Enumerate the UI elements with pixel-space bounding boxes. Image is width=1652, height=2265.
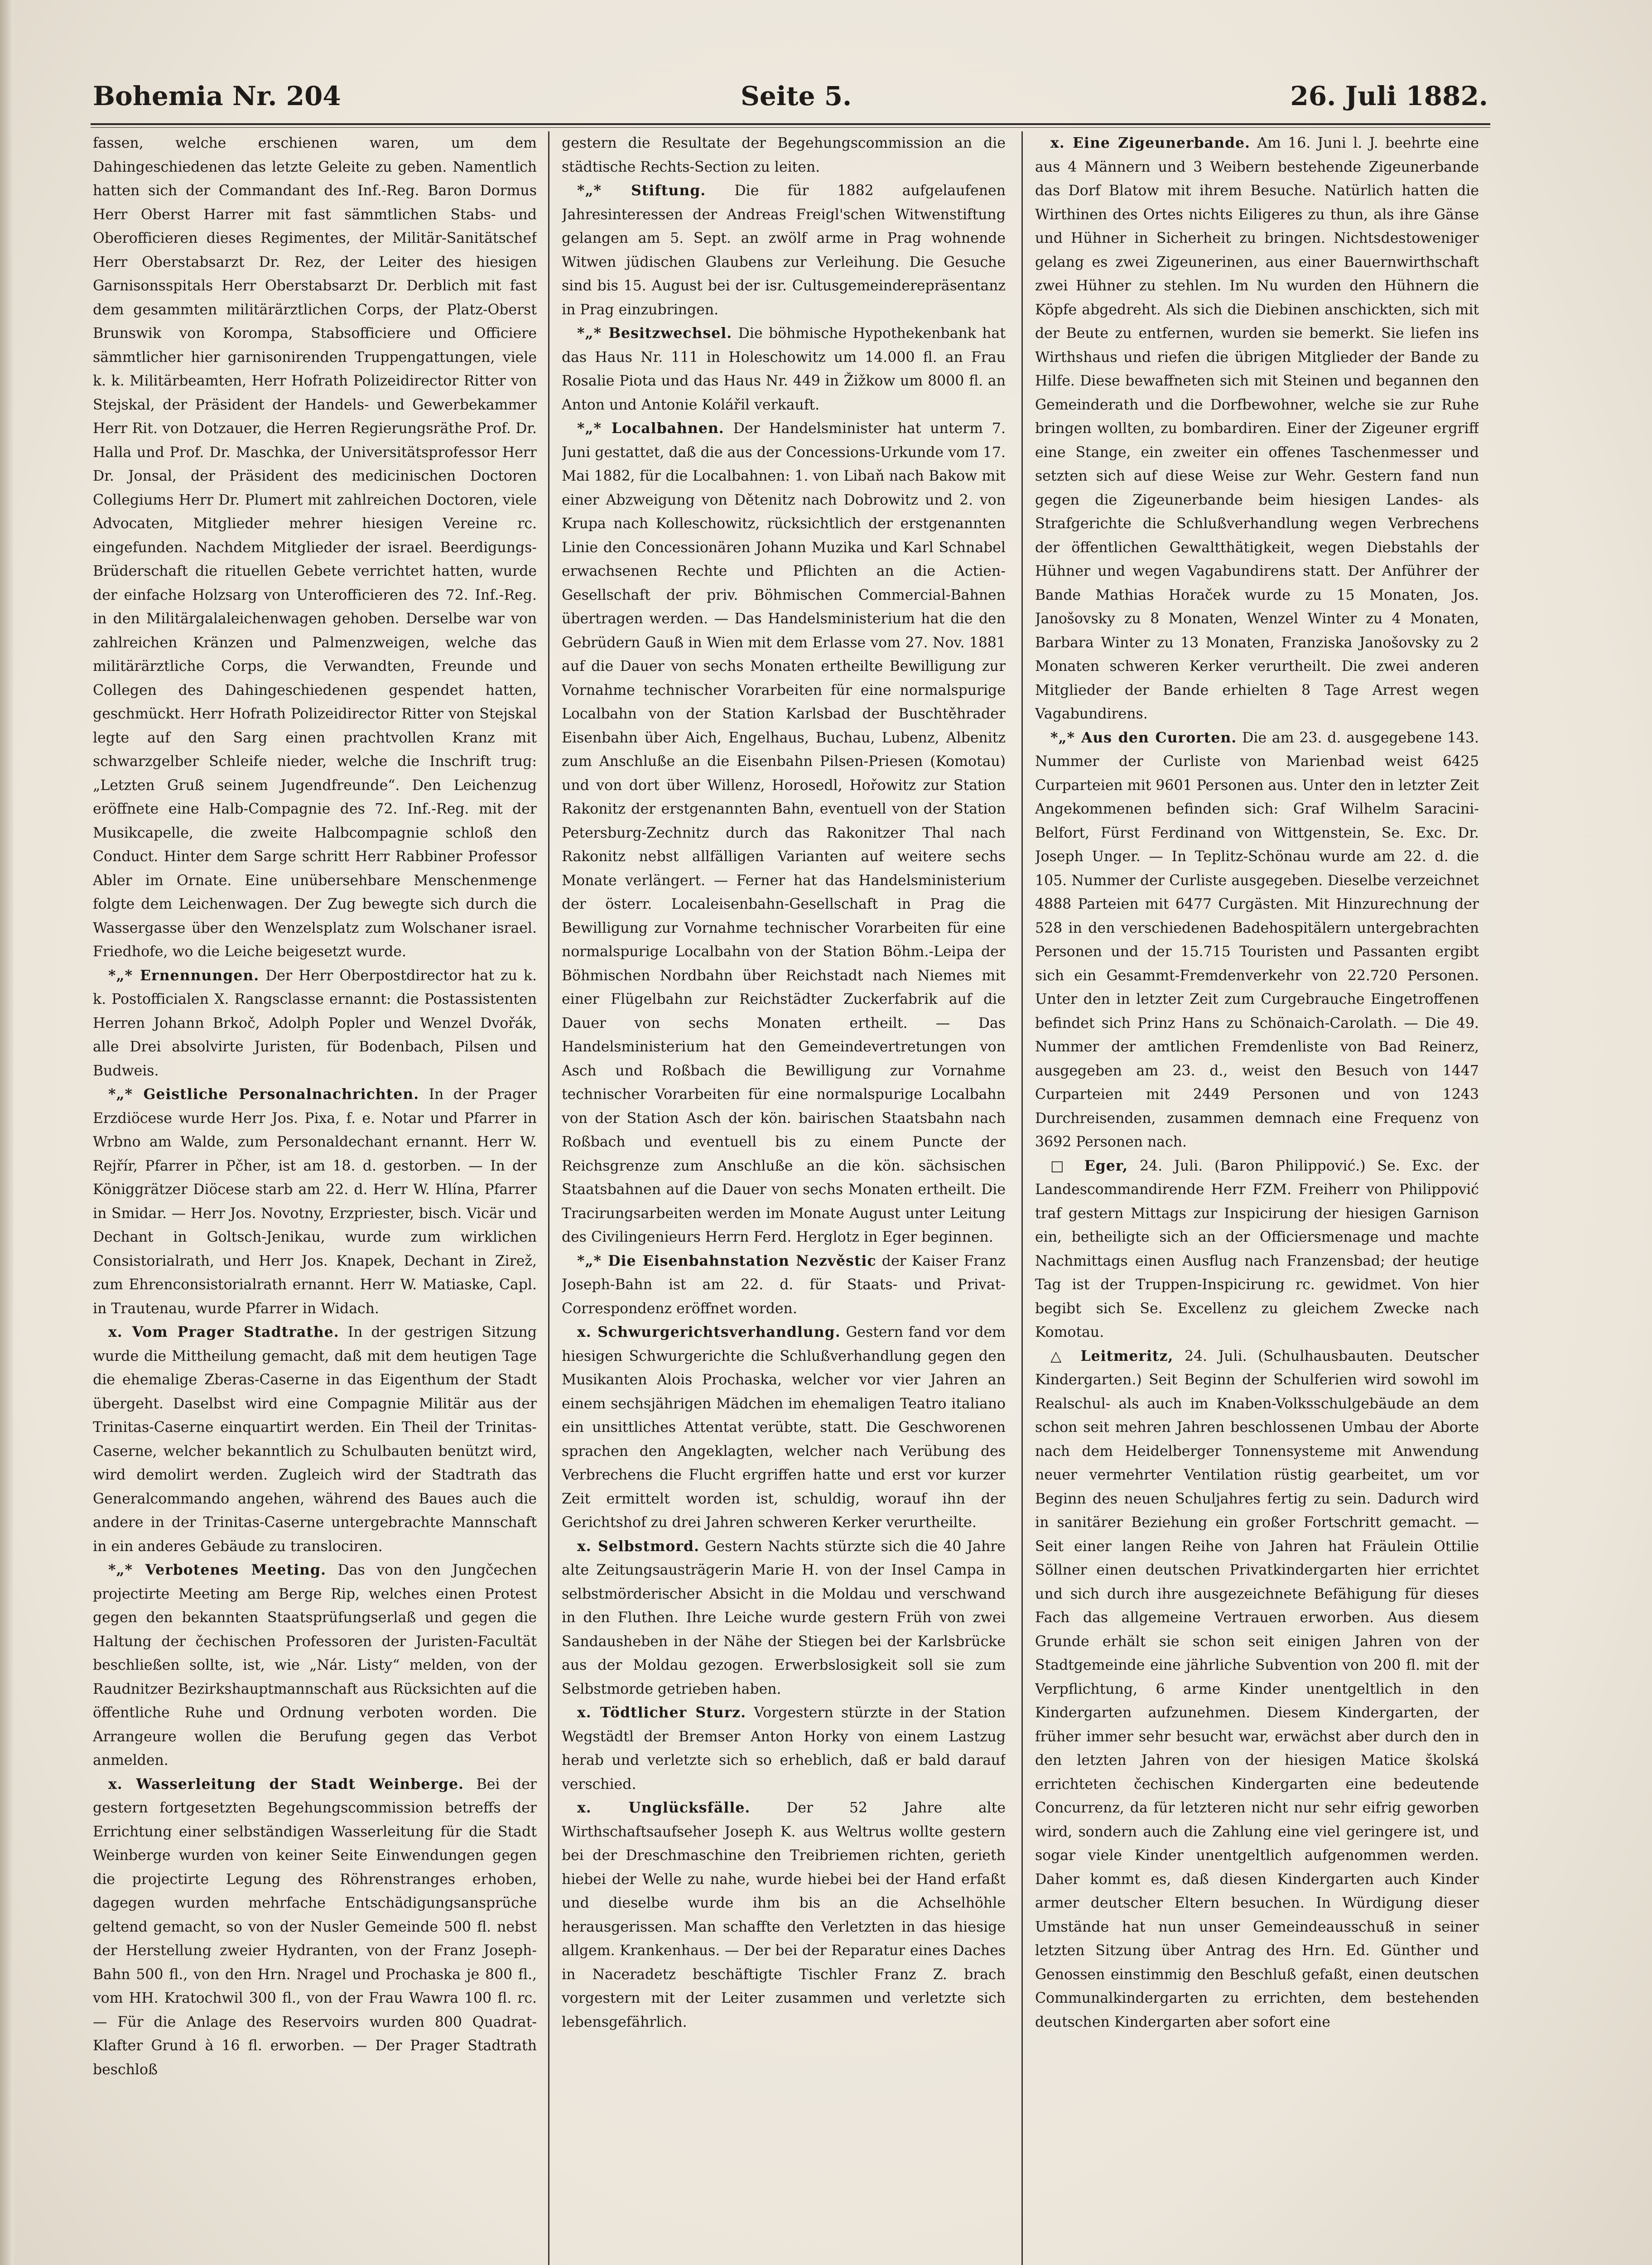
article-heading: x. Unglücksfälle. bbox=[577, 1799, 751, 1816]
article-body: Gestern fand vor dem hiesigen Schwurgerichte die Schlußverhandlung gegen den Musikanten Alois Prochaska, welcher vor vier Jahren an einem sechsjährigen Mädchen im ehemaligen Teatro italiano ein unsittliches Attentat verübte, statt. Die Geschworenen sprachen den Angeklagten, welcher nach Verübung des Verbrechens die Flucht ergriffen hatte und erst vor kurzer Zeit ermittelt worden ist, schuldig, worauf ihn der Gerichtshof zu drei Jahren schweren Kerker verurtheilte. bbox=[562, 1324, 1006, 1531]
page-header bbox=[93, 72, 1488, 118]
article-heading: x. Schwurgerichtsverhandlung. bbox=[577, 1324, 841, 1340]
article-paragraph bbox=[562, 179, 1006, 322]
article-paragraph bbox=[93, 1773, 537, 2082]
article-body: Der Herr Oberpostdirector hat zu k. k. Postofficialen X. Rangsclasse ernannt: die Postassistenten Herren Johann Brkoč, Adolph Popler und Wenzel Dvořák, alle Drei absolvirte Juristen, für Bodenbach, Pilsen und Budweis. bbox=[93, 967, 537, 1079]
column-divider bbox=[1021, 131, 1023, 2265]
article-paragraph bbox=[1035, 1345, 1479, 2034]
binding-shadow bbox=[0, 0, 14, 2265]
article-body: In der gestrigen Sitzung wurde die Mittheilung gemacht, daß mit dem heutigen Tage die ehemalige Zberas-Caserne in das Eigenthum der Stadt übergeht. Daselbst wird eine Compagnie Militär aus der Trinitas-Caserne einquartirt werden. Ein Theil der Trinitas-Caserne, welcher bekanntlich zu Schulbauten benützt wird, wird demolirt werden. Zugleich wird der Stadtrath das Generalcommando angehen, während des Baues auch die andere in der Trinitas-Caserne untergebrachte Mannschaft in ein anderes Gebäude zu translociren. bbox=[93, 1324, 537, 1555]
article-heading: x. Vom Prager Stadtrathe. bbox=[108, 1324, 339, 1340]
article-body: Der Handelsminister hat unterm 7. Juni gestattet, daß die aus der Concessions-Urkunde vom 17. Mai 1882, für die Localbahnen: 1. von Libaň nach Bakow mit einer Abzweigung von Dětenitz nach Dobrowitz und 2. von Krupa nach Kolleschowitz, rücksichtlich der erstgenannten Linie den Concessionären Johann Muzika und Karl Schnabel erwachsenen Rechte und Pflichten an die Actien-Gesellschaft der priv. Böhmischen Commercial-Bahnen übertragen werden. — Das Handelsministerium hat die den Gebrüdern Gauß in Wien mit dem Erlasse vom 27. Nov. 1881 auf die Dauer von sechs Monaten ertheilte Bewilligung zur Vornahme technischer Vorarbeiten für eine normalspurige Localbahn von der Station Karlsbad der Buschtěhrader Eisenbahn über Aich, Engelhaus, Buchau, Lubenz, Albenitz zum Anschluße an die Eisenbahn Pilsen-Priesen (Komotau) und von dort über Willenz, Horosedl, Hořowitz zur Station Rakonitz der erstgenannten Bahn, eventuell von der Station Petersburg-Zechnitz durch das Rakonitzer Thal nach Rakonitz nebst allfälligen Varianten auf weitere sechs Monate verlängert. — Ferner hat das Handelsministerium der österr. Localeisenbahn-Gesellschaft in Prag die Bewilligung zur Vornahme technischer Vorarbeiten für eine normalspurige Localbahn von der Station Böhm.-Leipa der Böhmischen Nordbahn über Reichstadt nach Niemes mit einer Flügelbahn zur Reichstädter Zuckerfabrik auf die Dauer von sechs Monaten ertheilt. — Das Handelsministerium hat den Gemeindevertretungen von Asch und Roßbach die Bewilligung zur Vornahme technischer Vorarbeiten für eine normalspurige Localbahn von der Station Asch der kön. bairischen Staatsbahn nach Roßbach und eventuell bis zu einem Puncte der Reichsgrenze zum Anschluße an die kön. sächsischen Staatsbahnen auf die Dauer von sechs Monaten ertheilt. Die Tracirungsarbeiten werden im Monate August unter Leitung des Civilingenieurs Herrn Ferd. Herglotz in Eger beginnen. bbox=[562, 420, 1006, 1245]
article-body: In der Prager Erzdiöcese wurde Herr Jos. Pixa, f. e. Notar und Pfarrer in Wrbno am Walde, zum Personaldechant ernannt. Herr W. Rejřír, Pfarrer in Pčher, ist am 18. d. gestorben. — In der Königgrätzer Diöcese starb am 22. d. Herr W. Hlína, Pfarrer in Smidar. — Herr Jos. Novotny, Erzpriester, bisch. Vicär und Dechant in Goltsch-Jenikau, wurde zum wirklichen Consistorialrath, und Herr Jos. Knapek, Dechant in Zirež, zum Ehrenconsistorialrath ernannt. Herr W. Matiaske, Capl. in Trautenau, wurde Pfarrer in Widach. bbox=[93, 1086, 537, 1317]
article-heading: x. Tödtlicher Sturz. bbox=[577, 1704, 747, 1721]
article-heading: □ Eger, bbox=[1050, 1157, 1128, 1174]
issue-date: 26. Juli 1882. bbox=[1290, 81, 1488, 111]
header-rule-thin bbox=[91, 127, 1490, 128]
article-body: Die für 1882 aufgelaufenen Jahresinteressen der Andreas Freigl'schen Witwenstiftung gelangen am 5. Sept. an zwölf arme in Prag wohnende Witwen jüdischen Glaubens zur Verleihung. Die Gesuche sind bis 15. August bei der isr. Cultusgemeinderepräsentanz in Prag einzubringen. bbox=[562, 183, 1006, 318]
article-body: Die böhmische Hypothekenbank hat das Haus Nr. 111 in Holeschowitz um 14.000 fl. an Frau Rosalie Piota und das Haus Nr. 449 in Žižkow um 8000 fl. an Anton und Antonie Kolářil verkauft. bbox=[562, 325, 1006, 413]
article-paragraph bbox=[93, 1558, 537, 1773]
article-paragraph bbox=[1035, 726, 1479, 1154]
article-heading: *„* Verbotenes Meeting. bbox=[108, 1561, 326, 1578]
article-paragraph bbox=[93, 1083, 537, 1320]
article-body: 24. Juli. (Schulhausbauten. Deutscher Kindergarten.) Seit Beginn der Schulferien wird sowohl im Realschul- als auch im Knaben-Volksschulgebäude an dem schon seit mehren Jahren beschlossenen Umbau der Aborte nach dem Heidelberger Tonnensysteme mit Anwendung neuer vermehrter Ventilation rüstig gearbeitet, um vor Beginn des neuen Schuljahres fertig zu sein. Dadurch wird in sanitärer Beziehung ein großer Fortschritt gemacht. — Seit einer langen Reihe von Jahren hat Fräulein Ottilie Söllner einen deutschen Privatkindergarten hier errichtet und sich durch ihre ausgezeichnete Befähigung für dieses Fach das allgemeine Vertrauen erworben. Aus diesem Grunde erhält sie schon seit einigen Jahren von der Stadtgemeinde eine jährliche Subvention von 200 fl. mit der Verpflichtung, 6 arme Kinder unentgeltlich in den Kindergarten aufzunehmen. Diesem Kindergarten, der früher immer sehr besucht war, erwächst aber durch den in den letzten Jahren von der hiesigen Matice školská errichteten čechischen Kindergarten eine bedeutende Concurrenz, da für letzteren nicht nur sehr eifrig geworben wird, sondern auch die Zahlung eine viel geringere ist, und sogar viele Kinder unentgeltlich aufgenommen werden. Daher kommt es, daß diesen Kindergarten auch Kinder armer deutscher Eltern besuchen. In Würdigung dieser Umstände hat nun unser Gemeindeausschuß in seiner letzten Sitzung über Antrag des Hrn. Ed. Günther und Genossen einstimmig den Beschluß gefaßt, einen deutschen Communalkindergarten zu errichten, dem bestehenden deutschen Kindergarten aber sofort eine bbox=[1035, 1348, 1479, 2030]
article-paragraph bbox=[562, 1796, 1006, 2034]
header-rule bbox=[91, 123, 1490, 125]
article-paragraph bbox=[93, 964, 537, 1083]
article-heading: *„* Aus den Curorten. bbox=[1050, 729, 1237, 746]
article-paragraph bbox=[562, 322, 1006, 417]
article-body: Am 16. Juni l. J. beehrte eine aus 4 Männern und 3 Weibern bestehende Zigeunerbande das Dorf Blatow mit ihrem Besuche. Natürlich hatten die Wirthinen des Ortes nichts Eiligeres zu thun, als ihre Gänse und Hühner in Sicherheit zu bringen. Nichtsdestoweniger gelang es zwei Zigeunerinen, aus einer Bauernwirthschaft zwei Hühner zu stehlen. Im Nu wurden den Hühnern die Köpfe abgedreht. Als sich die Diebinen anschickten, sich mit der Beute zu entfernen, wurden sie bemerkt. Sie liefen ins Wirthshaus und riefen die übrigen Mitglieder der Bande zu Hilfe. Diese bewaffneten sich mit Steinen und begannen den Gemeinderath und die Dorfbewohner, welche sie zur Ruhe bringen wollten, zu bombardiren. Einer der Zigeuner ergriff eine Stange, ein zweiter ein offenes Taschenmesser und setzten sich auf diese Weise zur Wehr. Gestern fand nun gegen die Zigeunerbande beim hiesigen Landes- als Strafgerichte die Schlußverhandlung wegen Verbrechens der öffentlichen Gewaltthätigkeit, wegen Diebstahls der Hühner und wegen Vagabundirens statt. Der Anführer der Bande Mathias Horaček wurde zu 15 Monaten, Jos. Janošovsky zu 8 Monaten, Wenzel Winter zu 4 Monaten, Barbara Winter zu 13 Monaten, Franziska Janošovsky zu 2 Monaten schweren Kerker verurtheilt. Die zwei anderen Mitglieder der Bande erhielten 8 Tage Arrest wegen Vagabundirens. bbox=[1035, 135, 1479, 722]
column-1 bbox=[93, 131, 537, 2265]
article-paragraph bbox=[562, 417, 1006, 1249]
article-body: Die am 23. d. ausgegebene 143. Nummer der Curliste von Marienbad weist 6425 Curparteien mit 9601 Personen aus. Unter den in letzter Zeit Angekommenen befinden sich: Graf Wilhelm Saracini-Belfort, Fürst Ferdinand von Wittgenstein, Se. Exc. Dr. Joseph Unger. — In Teplitz-Schönau wurde am 22. d. die 105. Nummer der Curliste ausgegeben. Dieselbe verzeichnet 4888 Parteien mit 6477 Curgästen. Mit Hinzurechnung der 528 in den verschiedenen Badehospitälern untergebrachten Personen und der 15.715 Touristen und Passanten ergibt sich ein Gesammt-Fremdenverkehr von 22.720 Personen. Unter den in letzter Zeit zum Curgebrauche Eingetroffenen befindet sich Prinz Hans zu Schönaich-Carolath. — Die 49. Nummer der amtlichen Fremdenliste von Bad Reinerz, ausgegeben am 23. d., weist den Besuch von 1447 Curparteien mit 2449 Personen und von 1243 Durchreisenden, zusammen demnach eine Frequenz von 3692 Personen nach. bbox=[1035, 729, 1479, 1150]
article-body: Vorgestern stürzte in der Station Wegstädtl der Bremser Anton Horky von einem Lastzug herab und verletzte sich so erheblich, daß er bald darauf verschied. bbox=[562, 1705, 1006, 1793]
article-body: Gestern Nachts stürzte sich die 40 Jahre alte Zeitungsausträgerin Marie H. von der Insel Campa in selbstmörderischer Absicht in die Moldau und verschwand in den Fluthen. Ihre Leiche wurde gestern Früh von zwei Sandausheben in der Nähe der Stiegen bei der Karlsbrücke aus der Moldau gezogen. Erwerbslosigkeit soll sie zum Selbstmorde getrieben haben. bbox=[562, 1538, 1006, 1697]
article-heading: *„* Localbahnen. bbox=[577, 420, 724, 437]
article-paragraph bbox=[1035, 131, 1479, 726]
article-body: gestern die Resultate der Begehungscommission an die städtische Rechts-Section zu leiten. bbox=[562, 135, 1006, 175]
article-paragraph bbox=[1035, 1154, 1479, 1345]
column-2 bbox=[562, 131, 1006, 2265]
article-heading: *„* Die Eisenbahnstation Nezvěstic bbox=[577, 1252, 877, 1269]
article-heading: x. Eine Zigeunerbande. bbox=[1050, 135, 1250, 151]
article-paragraph bbox=[93, 131, 537, 964]
article-heading: *„* Ernennungen. bbox=[108, 967, 260, 984]
article-heading: x. Selbstmord. bbox=[577, 1537, 699, 1555]
article-body: Bei der gestern fortgesetzten Begehungscommission betreffs der Errichtung einer selbständigen Wasserleitung für die Stadt Weinberge wurden von keiner Seite Einwendungen gegen die projectirte Legung des Röhrenstranges erhoben, dagegen wurden mehrfache Entschädigungsansprüche geltend gemacht, so von der Nusler Gemeinde 500 fl. nebst der Herstellung zweier Hydranten, von der Franz Joseph-Bahn 500 fl., von den Hrn. Nragel und Prochaska je 800 fl., vom HH. Kratochwil 300 fl., von der Frau Wawra 100 fl. rc. — Für die Anlage des Reservoirs wurden 800 Quadrat-Klafter Grund à 16 fl. erworben. — Der Prager Stadtrath beschloß bbox=[93, 1776, 537, 2078]
article-body: Das von den Jungčechen projectirte Meeting am Berge Rip, welches einen Protest gegen den bekannten Staatsprüfungserlaß und gegen die Haltung der čechischen Professoren der Juristen-Facultät beschließen sollte, ist, wie „Nár. Listy“ melden, von der Raudnitzer Bezirkshauptmannschaft aus Rücksichten auf die öffentliche Ruhe und Ordnung verboten worden. Die Arrangeure wollen die Berufung gegen das Verbot anmelden. bbox=[93, 1562, 537, 1769]
column-divider bbox=[548, 131, 549, 2265]
paper-title: Bohemia Nr. 204 bbox=[93, 81, 341, 111]
article-paragraph bbox=[562, 1320, 1006, 1535]
column-3 bbox=[1035, 131, 1479, 2265]
page-number: Seite 5. bbox=[741, 81, 852, 111]
article-heading: x. Wasserleitung der Stadt Weinberge. bbox=[108, 1775, 464, 1793]
article-heading: *„* Geistliche Personalnachrichten. bbox=[108, 1086, 419, 1103]
article-body: Der 52 Jahre alte Wirthschaftsaufseher Joseph K. aus Weltrus wollte gestern bei der Dreschmaschine den Treibriemen richten, gerieth hiebei der Welle zu nahe, wurde hiebei bei der Hand erfaßt und dieselbe wurde ihm bis an die Achselhöhle herausgerissen. Man schaffte den Verletzten in das hiesige allgem. Krankenhaus. — Der bei der Reparatur eines Daches in Naceradetz beschäftigte Tischler Franz Z. brach vorgestern mit der Leiter zusammen und verletzte sich lebensgefährlich. bbox=[562, 1800, 1006, 2030]
article-heading: △ Leitmeritz, bbox=[1050, 1347, 1174, 1364]
article-body: fassen, welche erschienen waren, um dem Dahingeschiedenen das letzte Geleite zu geben. Namentlich hatten sich der Commandant des Inf.-Reg. Baron Dormus Herr Oberst Harrer mit fast sämmtlichen Stabs- und Oberofficieren dieses Regimentes, der Militär-Sanitätschef Herr Oberstabsarzt Dr. Rez, der Leiter des hiesigen Garnisonsspitals Herr Oberstabsarzt Dr. Derblich mit fast dem gesammten militärärztlichen Corps, der Platz-Oberst Brunswik von Korompa, Stabsofficiere und Officiere sämmtlicher hier garnisonirenden Truppengattungen, viele k. k. Militärbeamten, Herr Hofrath Polizeidirector Ritter von Stejskal, der Präsident der Handels- und Gewerbekammer Herr Rit. von Dotzauer, die Herren Regierungsräthe Prof. Dr. Halla und Prof. Dr. Maschka, der Universitätsprofessor Herr Dr. Jonsal, der Präsident des medicinischen Doctoren Collegiums Herr Dr. Plumert mit zahlreichen Doctoren, viele Advocaten, Mitglieder mehrer hiesigen Vereine rc. eingefunden. Nachdem Mitglieder der israel. Beerdigungs-Brüderschaft die rituellen Gebete verrichtet hatten, wurde der einfache Holzsarg von Unterofficieren des 72. Inf.-Reg. in den Militärgalaleichenwagen gehoben. Derselbe war von zahlreichen Kränzen und Palmenzweigen, welche das militärärztliche Corps, die Verwandten, Freunde und Collegen des Dahingeschiedenen gespendet hatten, geschmückt. Herr Hofrath Polizeidirector Ritter von Stejskal legte auf den Sarg einen prachtvollen Kranz mit schwarzgelber Schleife nieder, welche die Inschrift trug: „Letzten Gruß seinem Jugendfreunde“. Den Leichenzug eröffnete eine Halb-Compagnie des 72. Inf.-Reg. mit der Musikcapelle, die zweite Halbcompagnie schloß den Conduct. Hinter dem Sarge schritt Herr Rabbiner Professor Abler im Ornate. Eine unübersehbare Menschenmenge folgte dem Leichenwagen. Der Zug bewegte sich durch die Wassergasse über den Wenzelsplatz zum Wolschaner israel. Friedhofe, wo die Leiche beigesetzt wurde. bbox=[93, 135, 537, 960]
article-heading: *„* Besitzwechsel. bbox=[577, 325, 732, 342]
article-paragraph bbox=[562, 1249, 1006, 1321]
article-body: 24. Juli. (Baron Philippović.) Se. Exc. der Landescommandirende Herr FZM. Freiherr von Philippović traf gestern Mittags zur Inspicirung der hiesigen Garnison ein, betheiligte sich an der Officiersmenage und machte Nachmittags einen Ausflug nach Franzensbad; der heutige Tag ist der Truppen-Inspicirung rc. gewidmet. Von hier begibt sich Se. Excellenz zu gleichem Zwecke nach Komotau. bbox=[1035, 1157, 1479, 1340]
article-paragraph bbox=[562, 1701, 1006, 1796]
article-paragraph bbox=[562, 131, 1006, 179]
article-paragraph bbox=[93, 1320, 537, 1558]
article-paragraph bbox=[562, 1535, 1006, 1701]
article-body: der Kaiser Franz Joseph-Bahn ist am 22. d. für Staats- und Privat-Correspondenz eröffnet worden. bbox=[562, 1253, 1006, 1317]
article-heading: *„* Stiftung. bbox=[577, 182, 706, 199]
